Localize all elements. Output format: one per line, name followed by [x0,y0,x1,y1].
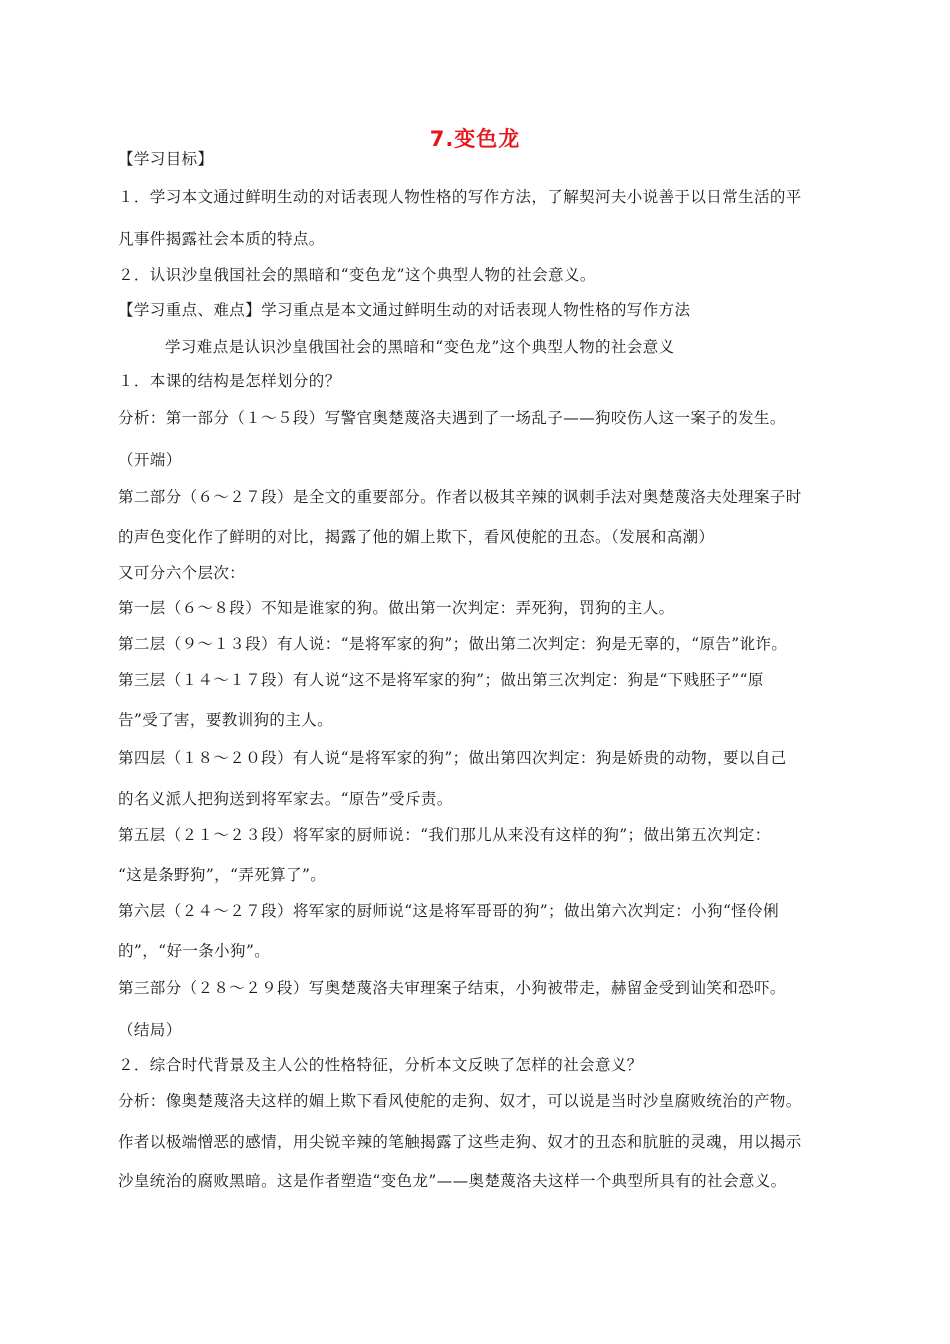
goal-1-line-2: 凡事件揭露社会本质的特点。 [118,230,325,248]
analysis-2-line-3: 沙皇统治的腐败黑暗。这是作者塑造“变色龙”——奥楚蔑洛夫这样一个典型所具有的社会意义。 [118,1172,787,1190]
six-levels-intro: 又可分六个层次： [118,564,246,582]
level-3-line-1: 第三层（１４～１７段）有人说“这不是将军家的狗”；做出第三次判定：狗是“下贱胚子”“原 [118,671,764,689]
level-4-line-2: 的名义派人把狗送到将军家去。“原告”受斥责。 [118,790,453,808]
analysis-2-line-1: 分析：像奥楚蔑洛夫这样的媚上欺下看风使舵的走狗、奴才，可以说是当时沙皇腐败统治的产物。 [118,1092,802,1110]
analysis-2-line-2: 作者以极端憎恶的感情，用尖锐辛辣的笔触揭露了这些走狗、奴才的丑态和肮脏的灵魂，用以揭示 [118,1133,802,1151]
analysis-part-1: 分析：第一部分（１～５段）写警官奥楚蔑洛夫遇到了一场乱子——狗咬伤人这一案子的发生。 [118,409,786,427]
level-6-line-2: 的”，“好一条小狗”。 [118,942,271,960]
goal-2: ２．认识沙皇俄国社会的黑暗和“变色龙”这个典型人物的社会意义。 [118,266,596,284]
difficult-point: 学习难点是认识沙皇俄国社会的黑暗和“变色龙”这个典型人物的社会意义 [165,338,675,356]
level-5-line-2: “这是条野狗”，“弄死算了”。 [118,866,327,884]
page-title: 7.变色龙 [429,127,521,151]
section-heading-learning-goals: 【学习目标】 [118,150,214,168]
analysis-part-2-line-1: 第二部分（６～２７段）是全文的重要部分。作者以极其辛辣的讽刺手法对奥楚蔑洛夫处理案子时 [118,488,802,506]
analysis-part-2-line-2: 的声色变化作了鲜明的对比，揭露了他的媚上欺下，看风使舵的丑态。（发展和高潮） [118,528,715,546]
level-5-line-1: 第五层（２１～２３段）将军家的厨师说：“我们那儿从来没有这样的狗”；做出第五次判定： [118,826,771,844]
label-ending: （结局） [118,1021,182,1039]
question-2: ２．综合时代背景及主人公的性格特征，分析本文反映了怎样的社会意义？ [118,1056,643,1074]
key-points-heading: 【学习重点、难点】学习重点是本文通过鲜明生动的对话表现人物性格的写作方法 [118,301,691,319]
label-beginning: （开端） [118,451,182,469]
question-1: １．本课的结构是怎样划分的？ [118,372,341,390]
analysis-part-3: 第三部分（２８～２９段）写奥楚蔑洛夫审理案子结束，小狗被带走，赫留金受到讪笑和恐吓。 [118,979,786,997]
level-4-line-1: 第四层（１８～２０段）有人说“是将军家的狗”；做出第四次判定：狗是娇贵的动物，要以自己 [118,749,787,767]
level-1: 第一层（６～８段）不知是谁家的狗。做出第一次判定：弄死狗，罚狗的主人。 [118,599,675,617]
level-6-line-1: 第六层（２４～２７段）将军家的厨师说“这是将军哥哥的狗”；做出第六次判定：小狗“怪伶俐 [118,902,779,920]
goal-1-line-1: １．学习本文通过鲜明生动的对话表现人物性格的写作方法，了解契河夫小说善于以日常生活的平 [118,188,802,206]
level-3-line-2: 告”受了害，要教训狗的主人。 [118,711,334,729]
level-2: 第二层（９～１３段）有人说：“是将军家的狗”；做出第二次判定：狗是无辜的，“原告”讹诈。 [118,635,788,653]
